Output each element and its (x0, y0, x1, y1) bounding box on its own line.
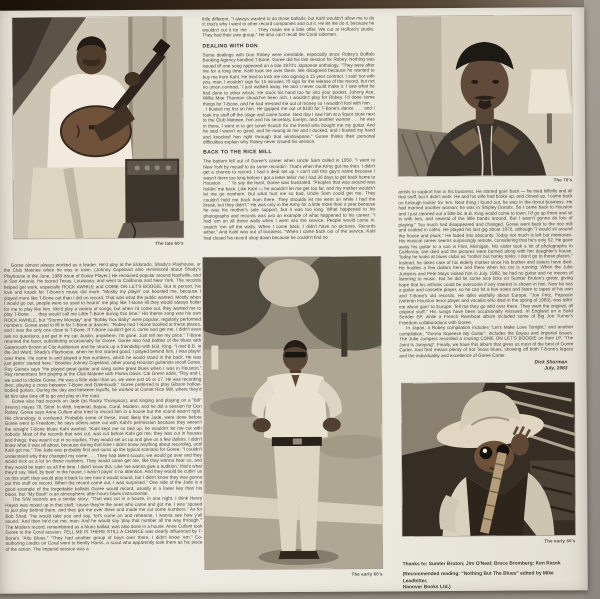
credits-block (403, 561, 579, 592)
photo-illustration (397, 15, 572, 176)
belt-buckle (293, 438, 302, 444)
photo-the-early-80s (402, 382, 576, 536)
photo-the-70s (397, 15, 572, 176)
photo-illustration (203, 256, 383, 569)
liner-notes-left-column (4, 262, 203, 552)
liner-notes-middle-column (202, 15, 375, 240)
right-hand (323, 418, 341, 432)
sunglasses (284, 352, 306, 358)
left-shoe (279, 551, 303, 559)
section-heading-dealing-with-don: DEALING WITH DON (202, 43, 259, 50)
author-date: July, 1983 (544, 366, 568, 372)
section-heading-back-to-the-rice-mill: BACK TO THE RICE MILL (203, 149, 272, 156)
photo-caption-early-60s: The early 60's (351, 571, 383, 577)
photo-caption-late-60s: The late 60's (155, 240, 184, 246)
fretting-hand (125, 72, 141, 86)
sunglasses (479, 446, 492, 459)
recommended-reading-line2: Hanover Books Ltd.) (402, 585, 451, 591)
album-back-cover (0, 7, 588, 594)
thanks-line: Thanks to: Sumter Bruton; Jim O'Neal; Bruce Bromberg; Ken Rasek (402, 561, 561, 568)
paragraph-reissues: In Japan, a Robey compilation includes "Let's Make Love Tonight," and another compilation, "Gonna Squeeze My Guitar", includes the Bayou and Imperial issues. The Juke Jumpers recorded a rousing COME ON LET'S BOOGIE on their LP, "The Joint Is Jumping". Finally, we have this album that gives us most of the best of Goree Carter. And that means plenty of hot Texas blues, showing off both T-Bone's legacy and the individuality and excellence of Goree Carter. (399, 324, 574, 358)
paragraph-army-years: The bottom fell out of Goree's career when Uncle Sam called in 1950. "I went to New York by myself to do some recordin'. That's when the Army got me then. I didn't get a chance to record. I had a deal set up. I can't call this guy's name because I wasn't there too long before I got a letter tellin' me I had 30 days to get back home to Houston . . ." To say the least, Goree was frustrated. "Peoples that was around was holdin' me back. Like Kahl — he wouldn't let me get too far, and my mother wouldn't let me go nowhere. But what hurt me so bad, Uncle Sam could get me. They couldn't hold me back from there. They shoulda let me went on while I had the break, but they didn't." He was only in the Army for a little more than a year because he was his mother's sole support, but it was too long. What happened to his photographs and records was just an example of what happened to his career: "I had 'em on all these walls when I went into the service. People would come in, snatch 'em off the walls. When I come back, I didn't have no pictures. Records either." And Kahl was out of business. "When I came back out of the service, Kahl had closed his record shop down because he couldn't find no (203, 157, 376, 241)
recommended-reading-line1: (Recommended reading: "Nothing But The Blues" edited by Mike Leadbitter, (402, 571, 554, 585)
paragraph-don-robey: Some dealings with Don Robey were inevitable, especially since Robey's Buffalo Booking Agency handled T-Bone. Goree did his last session for Robey. Nothing was issued till one song appeared on a late 1970's Japanese anthology. "They were after me for a long time. Kahl took me over there. We disagreed because he wanted to buy me from Kahl. He tried to trick me into signing a 15 year contract. I said 'not with you, man. I wouldn't sign for 15 minutes. I'll sign for the release of the record, but not no union contract.' I just walked away. He and I never could make it. I saw what he had done to other artists. He stuck his hand too far into your pocket. Johnny Ace, Willie Mae Thornton should've been rich. I wouldn't play for Robey. I'd done some things for T-Bone, and he had messed me out of money so I wouldn't fool with him . . . I busted my fist on him. He gypped me out of $100 for T-Bone's dance . . . and I took my stuff off the stage and came home. Next day I saw him at a liquor store next to the Club Matinee, him and his secretary, Evelyn, and another woman . . . he was in there, I went in to get some Scotch for the friend who bought me my guitar. And he said I wasn't no good, and he swung at me and I ducked, and I busted my hand and knocked him right through that windowpane." Goree thinks their personal difficulties explain why Robey never issued his session. (202, 51, 376, 145)
photo-illustration (12, 17, 183, 239)
right-shoe (300, 551, 320, 559)
photo-caption-early-80s: The early 80's (544, 538, 576, 544)
paragraph-worked-as-leader: Goree almost always worked as a leader. He'd play at the Eldorado, Shady's Playhouse, or the Club Matinee when he was in town. (Johnny Copeland also reminisced about Shady's Playhouse in the June, 1983 issue of Guitar Player.) He remained popular around Nashville, and in San Antonio. He toured Texas, Louisiana, and went to California and New York. The records helped get work, especially ROCK AWHILE and COME ON LET'S BOOGIE. But in person, his love and knack for T-Bone's music did more. "Mostly my playin' out boosted me, because I played more like T-Bone out than I did on record. That was what the public wanted. Mostly when I would go out, people were so used to hearin' me play like T-Bone till they would always holler for me to play like him. We'd play a variety of songs, but when I'd come out, they wanted me to play T-Bone . . . they would call me Little T-Bone during this time." His theme song was his own ROCK AWHILE, but "Stormy Monday" and "Bobby Sox Baby" were popular, regularly performed numbers. Goree used to fill in for T-Bone at dances. "Robey had T-Bone booked at these places, and I was the only one close to T-Bone. If T-Bone couldn't get it, come and get me. I didn't even ask no questions, just get in my car. Austin, anywhere, I'm gone. Just tell me my price." T-Bone returned the favor, substituting occasionally for Goree. Goree also had battles of the blues with Gatemouth Brown at City Auditorium and he struck up a friendship with B.B. King: "I met B.B. in the 3rd Ward, Shady's Playhouse, when he first started good. I played behind him, I was playin' over there. He came in and played a few numbers, which he would stand in the back. He was just gettin' started here." Besides Johnny Copeland, other young Houston guitarists recall Goree. Roy Gaines says "He played great guitar and sang some great blues when I was in Houston." Roy remembers him playing at the Club Matinee with Pluma Davis. Cal Green adds, "Roy and I, we used to idolize Goree. He was a little older than us, we were just 16 or 17. He was recording then, playing a cross between T-Bone and Gatemouth." Goree preferred to play Gibson hollow-bodied guitars. During the day and between layoffs, he worked at Comet Rice Mill, where they'd let him take time off to go and play on the road. (3, 261, 202, 399)
author-name: Dick Shurman (534, 360, 568, 366)
fence-post (211, 345, 218, 369)
left-hand (253, 418, 271, 432)
musician-face (474, 441, 514, 473)
photo-the-early-60s (203, 256, 383, 569)
paragraph-later-years: artists to support him in his business. He started goin' back — he tried hillbilly and all that stuff, but it didn't work. He and his wife had broke up, and closed up. I came back on furlough lookin' for 'em. Next thing I found out, he was in the donut business. He had married another woman; he was in Shipley Donuts. So I came back to Houston and I just cleaned out a little bit. B.B. King would come to town. I'd go up there and sit in with him, and several of the little bands around. But I wasn't gonna do lots of playing." Too much had disappeared and changed. Goree went back to the rice mill and cooked in cafes. He played his last gig about 1970, although "I would sit around the house and pluck." He faded into obscurity. Today not much is left but memories. His musical career seems surprisingly remote, considering that he's only 52. He gave away his guitar to a son in Flint, Michigan. His sister took a lot of photographs to California; she died and the pictures were burned along with her daughter's house. Today he looks at blues clubs as "nothin' but honky tonks. I don't go to those places." Instead, he takes care of his elderly mother since his brother and sisters have died. He hustles a few dollars here and there when his car is running. When the Juke Jumpers and Pete Mays visited him in July, 1982, he had no guitar and no means of listening to music. But he did hit some nice licks on Sumter Bruton's guitar, giving hope that his arthritis could be overcome if any interest is shown in him. Now he has a guitar and cassette player, so he can hit a few notes and listen to tapes of his own and T-Bone's old records. He talks wistfully about Europe: "Joe Fritz, Papoose (veteran Houston tenor player and vocalist who died in the spring of 1983), was tellin' me about goin' to Europe. Tell me they go wild over there. They want the original, all original stuff." His songs have been occasionally reissued. In England on a Solid Sender EP, while a French Riverboat album included some of Big Joe Turner's Freedom collaborations with Goree. (398, 188, 574, 326)
lamp-shade (528, 69, 572, 113)
photo-illustration (402, 382, 576, 536)
paragraph-record-labels: Goree also had records on Jade (as Rocky Thompson), and singing and playing on a "Bill" (Henry) Hayes 78, Sittin' In With, Imperial, Bayou, Coral, Modern, and he did a session for Don Robey. Goree says Anne Cullum also tried to record him in a house but the sound wasn't right. His chronology is confused. Probably some of these, most likely the Jade, were done before Goree went to Freedom; he says others were cut with Kahl's permission because they weren't the straight T-Bone blues Kahl wanted. "Kahl kept me so tied up, he wouldn't let me cut with nobody. Most of the records that was cut, was cut before Kahl got me; they was cut in houses and things; they wasn't cut in no studios. They would set us up and give us a few dollars. I didn't know what it was all about, because during that time I didn't know anything about recording, until Kahl got me." The Jade was probably first and sums up the typical scenario for Goree: "I couldn't understand why they changed my name . . . They had talent scouts; we would go over and they would trick us a lot on these numbers. They would come get me, like they wanna hear us, and they would be tapin' us all the time. I didn't know this. Like 'we wanna give a audition,' that's what they'd say. Well, by bein' in the house, I wasn't payin' it no attention. And they would be cuttin' us on this stuff; they would play it back to see how it would sound, but I didn't know they was gonna put this stuff on record. When the record came out, I was surprised." One side of the Jade is a good example of the forgettable ballads Goree would record, usually in a lower key than his blues. But "My Bash" is an atmospheric after-hours blues instrumental. (4, 397, 203, 497)
author-signature (399, 360, 573, 373)
photo-the-late-60s (12, 17, 183, 239)
paragraph-imperial-session: little different. "I always wanted to do those ballads, but Kahl wouldn't allow me to do it; that's why I went to other record companies and cut it. He let me do it, because he wouldn't cut it for me . . . They made me a little offer. We cut at Holford's studio. They had their own group." He also can't recall the Coral sidemen. (202, 15, 375, 38)
paragraph-sw-records: The S/W records are a similar story: "That was cut in a house, in one night. I think Henry Hayes was mixed up in that stuff, 'cause they're the ones who came and got me. I was 'sposed to just play behind them, and they got me over there and made me cut some numbers." As for Bob Shad: "He would take you and say, 'let's come on and rehearse, I wanna see how y'all sound.' And then he'd cut me, man. And he would say 'play that number all the way through.'" The Modern record, remembered as a blues ballad, was also done in a house. Anne Cullum took Goree to the Coral session. TELL ME IS THERE STILL A CHANCE was clearly influenced by T-Bone's "Alto Blues." "They had another group of boys over there, I didn't know 'em." Co-authoring credits on Coral went to Bently Harris, a scout who apparently took them as his piece of the action. The Imperial session was a (5, 496, 203, 552)
liner-notes-right-column (398, 188, 573, 373)
photo-caption-70s: The 70's (553, 177, 573, 183)
raised-hand (511, 434, 529, 456)
tree-trunk (341, 313, 347, 357)
